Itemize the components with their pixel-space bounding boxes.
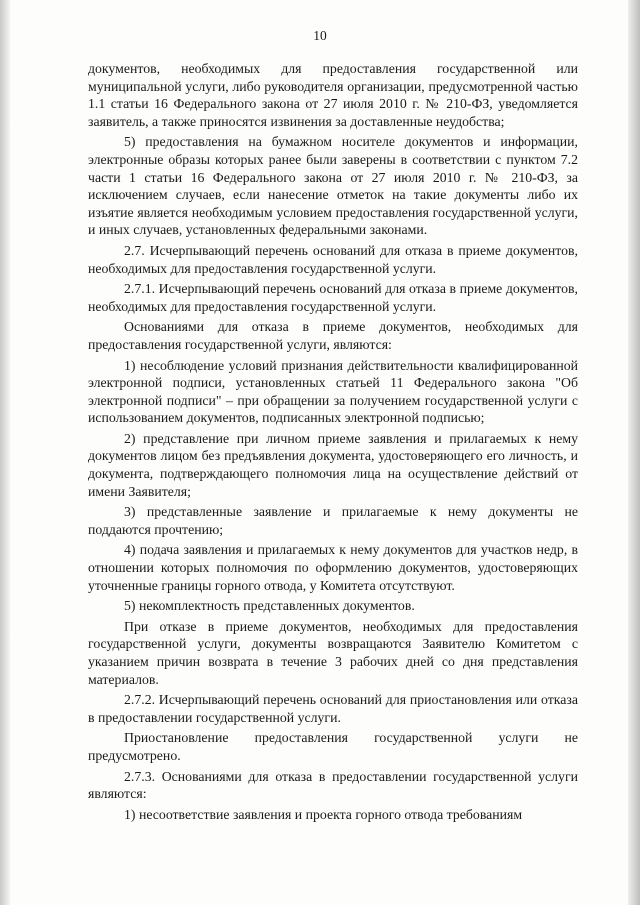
ground-item-4: 4) подача заявления и прилагаемых к нему документов для участков недр, в отношении которых полномочия по оформлению документов, удостоверяющих уточненные границы горного отвода, у Комитета отсутствуют. [88,542,578,593]
ground-item-2: 2) представление при личном приеме заявления и прилагаемых к нему документов лицом без предъявления документа, удостоверяющего его личность, и документа, подтверждающего полномочия лица на осуществление действий от имени Заявителя; [88,430,578,499]
section-2-7-heading: 2.7. Исчерпывающий перечень оснований для отказа в приеме документов, необходимых для предоставления государственной услуги. [88,242,578,276]
page-number: 10 [313,28,327,43]
ground-item-1: 1) несоблюдение условий признания действительности квалифицированной электронной подписи, установленных статьей 11 Федерального закона "Об электронной подписи" – при обращении за получением государственной услуги с использованием документов, подписанных электронной подписью; [88,357,578,426]
refusal-item-1: 1) несоответствие заявления и проекта горного отвода требованиям [124,806,523,822]
scan-edge-right [628,0,640,905]
grounds-intro: Основаниями для отказа в приеме документов, необходимых для предоставления государственной услуги, являются: [88,319,578,352]
document-body [88,60,578,823]
suspension-paragraph: Приостановление предоставления государственной услуги не предусмотрено. [88,730,578,763]
scan-edge-left [0,0,10,905]
list-item-5: 5) предоставления на бумажном носителе документов и информации, электронные образы которых ранее были заверены в соответствии с пунктом 7.2 части 1 статьи 16 Федерального закона от 27 июля 2010 г. № 210-ФЗ, за исключением случаев, если нанесение отметок на такие документы либо их изъятие является необходимым условием предоставления государственной услуги, и иных случаев, установленных федеральными законами. [88,134,578,238]
section-2-7-2-heading: 2.7.2. Исчерпывающий перечень оснований для приостановления или отказа в предоставлении государственной услуги. [88,692,578,725]
paragraph-continuation: документов, необходимых для предоставления государственной или муниципальной услуги, либо руководителя организации, предусмотренной частью 1.1 статьи 16 Федерального закона от 27 июля 2010 г. № 210-ФЗ, уведомляется заявитель, а также приносятся извинения за доставленные неудобства; [88,61,578,129]
section-2-7-3-heading: 2.7.3. Основаниями для отказа в предоставлении государственной услуги являются: [88,768,578,802]
ground-item-5: 5) некомплектность представленных документов. [124,598,415,614]
refusal-return-paragraph: При отказе в приеме документов, необходимых для предоставления государственной услуги, документы возвращаются Заявителю Комитетом с указанием причин возврата в течение 3 рабочих дней со дня представления материалов. [88,618,578,687]
section-2-7-1-heading: 2.7.1. Исчерпывающий перечень оснований для отказа в приеме документов, необходимых для предоставления государственной услуги. [88,281,578,314]
ground-item-3: 3) представленные заявление и прилагаемые к нему документы не поддаются прочтению; [88,504,578,537]
